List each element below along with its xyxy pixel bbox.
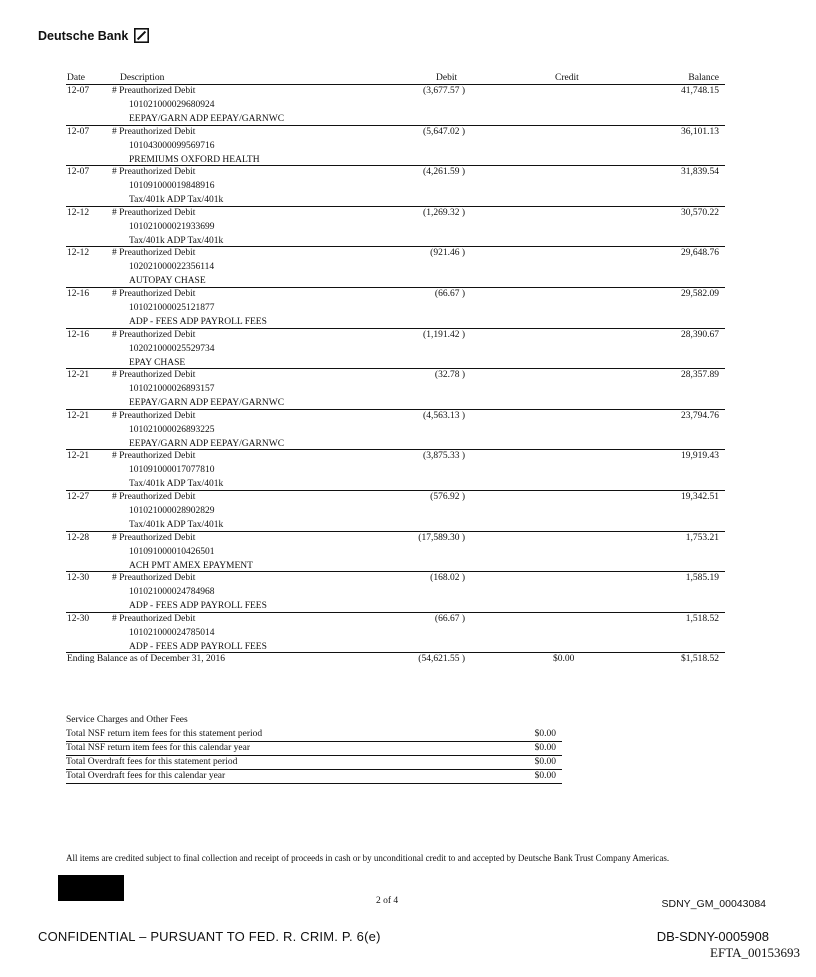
row-reference: 101091000017077810 [129,465,215,476]
row-payee: EEPAY/GARN ADP EEPAY/GARNWC [129,438,285,449]
bank-name: Deutsche Bank [38,28,129,43]
table-row [66,288,725,329]
bates-efta: EFTA_00153693 [710,945,800,960]
row-balance: 19,342.51 [681,491,719,502]
row-date: 12-21 [67,370,90,381]
row-description: # Preauthorized Debit [112,126,196,137]
row-balance: 23,794.76 [681,410,719,421]
row-date: 12-12 [67,248,90,259]
row-payee: EEPAY/GARN ADP EEPAY/GARNWC [129,114,285,124]
col-credit: Credit [555,73,579,83]
row-date: 12-07 [67,126,90,137]
fee-value: $0.00 [534,771,556,781]
row-balance: 29,582.09 [681,288,719,299]
row-reference: 101091000010426501 [129,546,215,557]
ending-balance: $1,518.52 [681,654,719,665]
row-debit: (1,191.42 ) [423,329,465,340]
row-balance: 28,357.89 [681,370,719,381]
row-date: 12-16 [67,329,90,340]
row-description: # Preauthorized Debit [112,207,196,218]
table-header [66,72,725,85]
table-row [66,166,725,207]
row-debit: (66.67 ) [434,288,465,299]
row-payee: EEPAY/GARN ADP EEPAY/GARNWC [129,398,285,409]
bank-logo [38,28,149,43]
transactions-table [66,72,725,669]
table-row [66,613,725,654]
fee-row [66,742,562,756]
row-date: 12-21 [67,451,90,462]
ending-credit: $0.00 [553,654,575,665]
fee-row [66,756,562,770]
row-debit: (1,269.32 ) [423,207,465,218]
row-payee: ADP - FEES ADP PAYROLL FEES [129,601,267,612]
row-balance: 30,570.22 [681,207,719,218]
row-description: # Preauthorized Debit [112,370,196,381]
table-row [66,491,725,532]
row-description: # Preauthorized Debit [112,329,196,340]
row-reference: 101021000021933699 [129,221,215,232]
disclaimer: All items are credited subject to final collection and receipt of proceeds in cash or by unconditional credit to and accepted by Deutsche Bank Trust Company Americas. [66,853,670,863]
row-description: # Preauthorized Debit [112,491,196,502]
deutsche-bank-slash-icon [134,28,149,43]
table-row [66,247,725,288]
ending-label: Ending Balance as of December 31, 2016 [67,654,226,665]
row-debit: (66.67 ) [434,613,465,624]
redaction-box [58,875,124,901]
row-debit: (4,261.59 ) [423,167,465,178]
row-payee: ADP - FEES ADP PAYROLL FEES [129,641,267,652]
row-description: # Preauthorized Debit [112,288,196,299]
row-debit: (3,875.33 ) [423,451,465,462]
row-description: # Preauthorized Debit [112,410,196,421]
table-row [66,369,725,410]
row-reference: 101021000024785014 [129,627,215,638]
col-description: Description [120,73,165,83]
row-debit: (32.78 ) [434,370,465,381]
row-payee: AUTOPAY CHASE [129,276,206,287]
page-number: 2 of 4 [376,896,399,906]
row-debit: (3,677.57 ) [423,86,465,96]
row-description: # Preauthorized Debit [112,613,196,624]
table-row [66,410,725,451]
row-reference: 101091000019848916 [129,181,215,192]
row-description: # Preauthorized Debit [112,167,196,178]
row-balance: 41,748.15 [681,86,719,96]
row-payee: Tax/401k ADP Tax/401k [129,195,224,206]
row-debit: (921.46 ) [430,248,465,259]
row-date: 12-21 [67,410,90,421]
row-date: 12-07 [67,86,90,96]
row-payee: Tax/401k ADP Tax/401k [129,235,224,246]
row-reference: 101021000026893225 [129,424,215,435]
table-row [66,572,725,613]
row-debit: (576.92 ) [430,491,465,502]
table-row [66,126,725,167]
row-reference: 101021000025121877 [129,302,215,313]
row-description: # Preauthorized Debit [112,573,196,584]
row-payee: ADP - FEES ADP PAYROLL FEES [129,316,267,327]
bates-db-sdny: DB-SDNY-0005908 [656,929,769,944]
row-description: # Preauthorized Debit [112,532,196,543]
fee-row [66,770,562,784]
row-reference: 101021000024784968 [129,587,215,598]
row-reference: 101021000029680924 [129,100,215,110]
row-payee: ACH PMT AMEX EPAYMENT [129,560,253,571]
table-row [66,329,725,370]
row-balance: 31,839.54 [681,167,719,178]
fee-row [66,728,562,742]
row-balance: 29,648.76 [681,248,719,259]
ending-balance-row [66,653,725,669]
confidential-notice: CONFIDENTIAL – PURSUANT TO FED. R. CRIM. P. 6(e) [38,929,381,944]
row-payee: PREMIUMS OXFORD HEALTH [129,154,260,165]
fees-section [66,714,562,784]
fees-title: Service Charges and Other Fees [66,715,188,725]
fee-value: $0.00 [534,729,556,739]
fee-label: Total NSF return item fees for this statement period [66,729,263,739]
row-description: # Preauthorized Debit [112,248,196,259]
row-debit: (17,589.30 ) [418,532,465,543]
row-balance: 1,585.19 [685,573,719,584]
table-row [66,207,725,248]
col-balance: Balance [688,73,719,83]
table-row [66,532,725,573]
row-reference: 101043000099569716 [129,140,215,151]
row-date: 12-16 [67,288,90,299]
bates-sdny-gm: SDNY_GM_00043084 [661,898,766,910]
table-body [66,85,725,653]
row-date: 12-28 [67,532,90,543]
row-debit: (4,563.13 ) [423,410,465,421]
row-balance: 19,919.43 [681,451,719,462]
fee-label: Total Overdraft fees for this calendar year [66,771,226,781]
table-row [66,450,725,491]
fees-table [66,728,562,784]
row-balance: 28,390.67 [681,329,719,340]
row-payee: Tax/401k ADP Tax/401k [129,479,224,490]
row-payee: EPAY CHASE [129,357,186,368]
row-date: 12-30 [67,613,90,624]
fee-label: Total Overdraft fees for this statement period [66,757,238,767]
col-debit: Debit [436,73,458,83]
row-reference: 102021000025529734 [129,343,215,354]
fee-value: $0.00 [534,757,556,767]
row-description: # Preauthorized Debit [112,86,196,96]
row-date: 12-30 [67,573,90,584]
row-date: 12-12 [67,207,90,218]
row-description: # Preauthorized Debit [112,451,196,462]
row-balance: 1,518.52 [685,613,719,624]
row-payee: Tax/401k ADP Tax/401k [129,519,224,530]
row-reference: 101021000026893157 [129,384,215,395]
fee-label: Total NSF return item fees for this calendar year [66,743,250,753]
row-date: 12-27 [67,491,90,502]
row-debit: (168.02 ) [430,573,465,584]
col-date: Date [67,73,85,83]
table-row [66,85,725,126]
row-balance: 36,101.13 [681,126,719,137]
row-balance: 1,753.21 [685,532,719,543]
row-date: 12-07 [67,167,90,178]
row-reference: 101021000028902829 [129,505,215,516]
fee-value: $0.00 [534,743,556,753]
row-debit: (5,647.02 ) [423,126,465,137]
ending-debit: (54,621.55 ) [418,654,465,665]
row-reference: 102021000022356114 [129,262,215,273]
